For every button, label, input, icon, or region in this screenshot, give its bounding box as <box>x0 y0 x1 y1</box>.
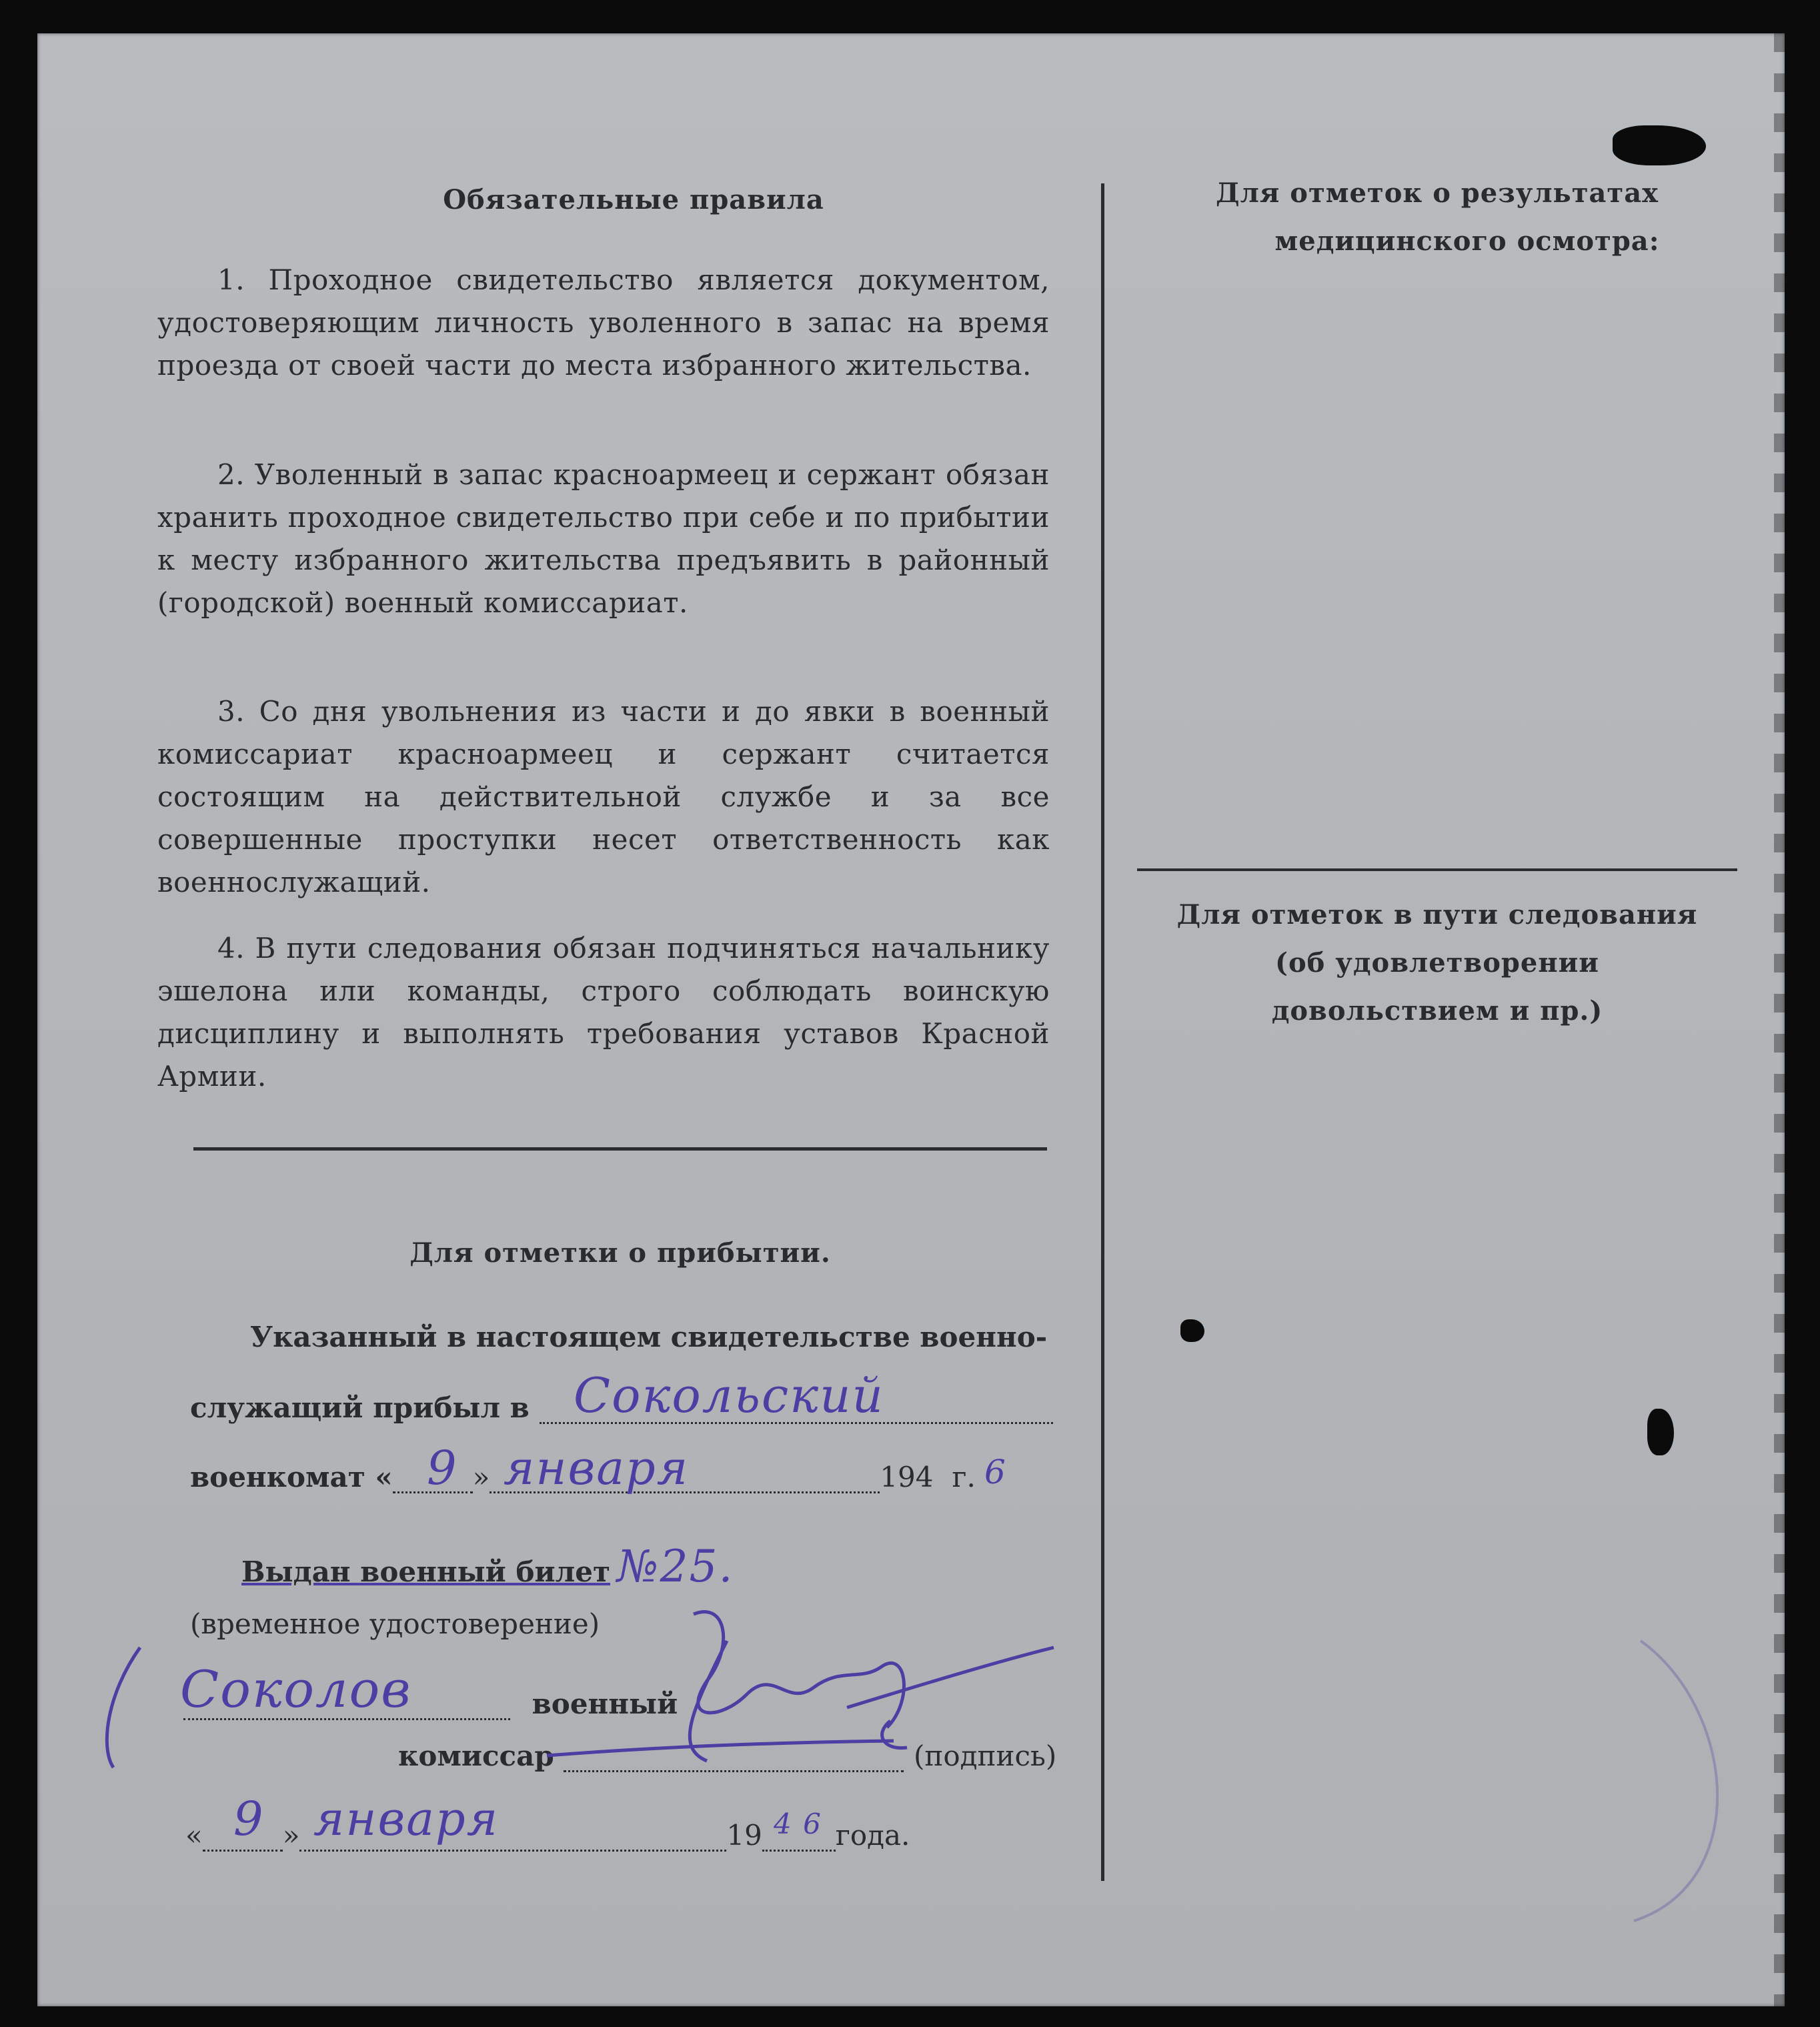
rule-2: 2. Уволенный в запас красноармеец и сержант обязан хранить проходное свидетельство при себе и по прибытии к месту избранного жительства предъявить в районный (городской) военный комиссариат. <box>157 458 1050 619</box>
rule-1: 1. Проходное свидетельство является документом, удостоверяющим личность уволенного в запас на время проезда от своей части до места избранного жительства. <box>157 263 1050 382</box>
rule-3: 3. Со дня увольнения из части и до явки в военный комиссариат красноармеец и сержант считается состоящим на действительной службе и за все совершенные проступки несет ответственность как военнослужащий. <box>157 695 1050 898</box>
commissar-title-line: комиссар (подпись) <box>398 1740 1057 1772</box>
paper-hole <box>1613 125 1706 165</box>
arrival-title: Для отметки о прибытии. <box>409 1237 831 1269</box>
paper-hole <box>1647 1409 1674 1455</box>
travel-title-line2: (об удовлетворении <box>1275 947 1599 978</box>
handwritten-year-digit: 6 <box>984 1453 1007 1491</box>
right-section-divider <box>1137 868 1737 871</box>
left-section-divider <box>193 1147 1047 1151</box>
medical-title-line2: медицинского осмотра: <box>1274 225 1660 257</box>
handwritten-ticket-number: №25. <box>617 1541 734 1592</box>
handwritten-month: января <box>504 1441 690 1495</box>
handwritten-month-2: января <box>313 1792 500 1846</box>
handwritten-commissar-name: Соколов <box>180 1659 412 1719</box>
temp-cert-line: (временное удостоверение) <box>190 1607 600 1640</box>
travel-title-line3: довольствием и пр.) <box>1271 995 1603 1027</box>
rules-title: Обязательные правила <box>443 184 824 215</box>
travel-title-line1: Для отметок в пути следования <box>1176 899 1698 930</box>
paper-hole <box>1180 1319 1204 1342</box>
medical-title-line1: Для отметок о результатах <box>1216 177 1659 209</box>
handwritten-year-2: 4 6 <box>774 1808 822 1840</box>
date-line: « » 19 года. <box>185 1819 910 1852</box>
arrival-line3: военкомат « » 194 г. <box>190 1461 976 1493</box>
arrival-line2: служащий прибыл в <box>190 1391 1053 1424</box>
rule-4: 4. В пути следования обязан подчиняться начальнику эшелона или команды, строго соблюдать воинскую дисциплину и выполнять требования уставов Красной Армии. <box>157 932 1050 1093</box>
handwritten-day: 9 <box>427 1441 458 1495</box>
ticket-line: Выдан военный билет <box>241 1555 610 1588</box>
commissar-line: военный <box>183 1687 678 1720</box>
handwritten-day-2: 9 <box>233 1792 265 1846</box>
center-divider <box>1101 183 1104 1881</box>
signature-field <box>564 1744 904 1772</box>
arrival-line1: Указанный в настоящем свидетельстве военно- <box>250 1321 1048 1353</box>
handwritten-place: Сокольский <box>574 1367 884 1423</box>
